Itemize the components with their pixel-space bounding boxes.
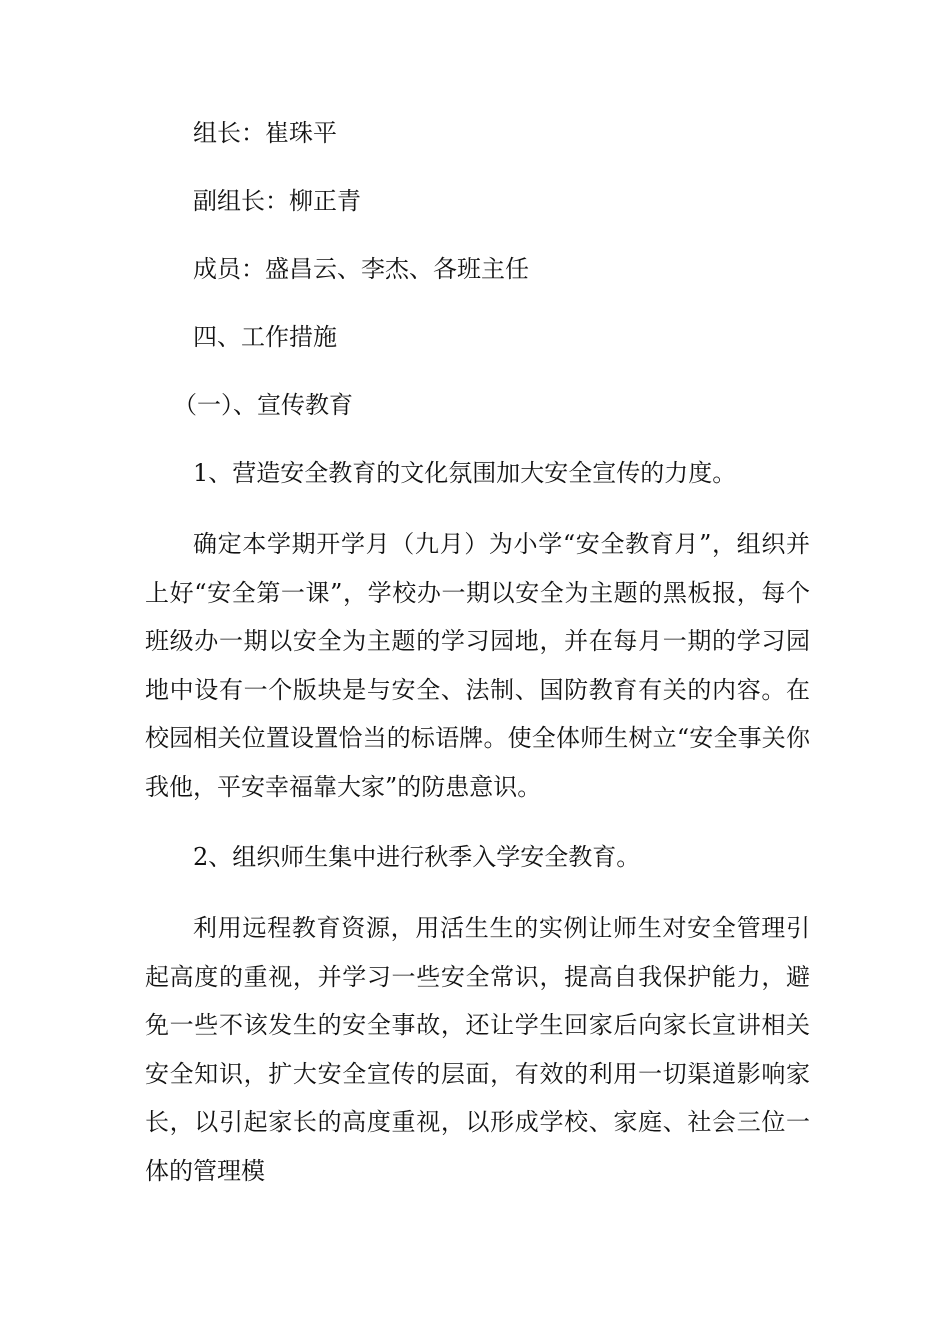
members-line: 成员：盛昌云、李杰、各班主任 <box>193 255 529 283</box>
deputy-leader-line: 副组长：柳正青 <box>193 187 361 215</box>
item1-heading: 1、营造安全教育的文化氛围加大安全宣传的力度。 <box>193 459 737 487</box>
leader-line: 组长：崔珠平 <box>193 119 337 147</box>
item2-heading: 2、组织师生集中进行秋季入学安全教育。 <box>193 843 641 871</box>
section-heading: 四、工作措施 <box>193 323 337 351</box>
item1-body-paragraph: 确定本学期开学月（九月）为小学“安全教育月”，组织并上好“安全第一课”，学校办一期以安全为主题的黑板报，每个班级办一期以安全为主题的学习园地，并在每月一期的学习园地中设有一个版块是与安全、法制、国防教育有关的内容。在校园相关位置设置恰当的标语牌。使全体师生树立“安全事关你我他，平安幸福靠大家”的防患意识。 <box>145 530 810 801</box>
item2-body-paragraph: 利用远程教育资源，用活生生的实例让师生对安全管理引起高度的重视，并学习一些安全常识，提高自我保护能力，避免一些不该发生的安全事故，还让学生回家后向家长宣讲相关安全知识，扩大安全宣传的层面，有效的利用一切渠道影响家长，以引起家长的高度重视，以形成学校、家庭、社会三位一体的管理模 <box>145 914 810 1185</box>
subsection-heading: （一）、宣传教育 <box>173 391 353 419</box>
